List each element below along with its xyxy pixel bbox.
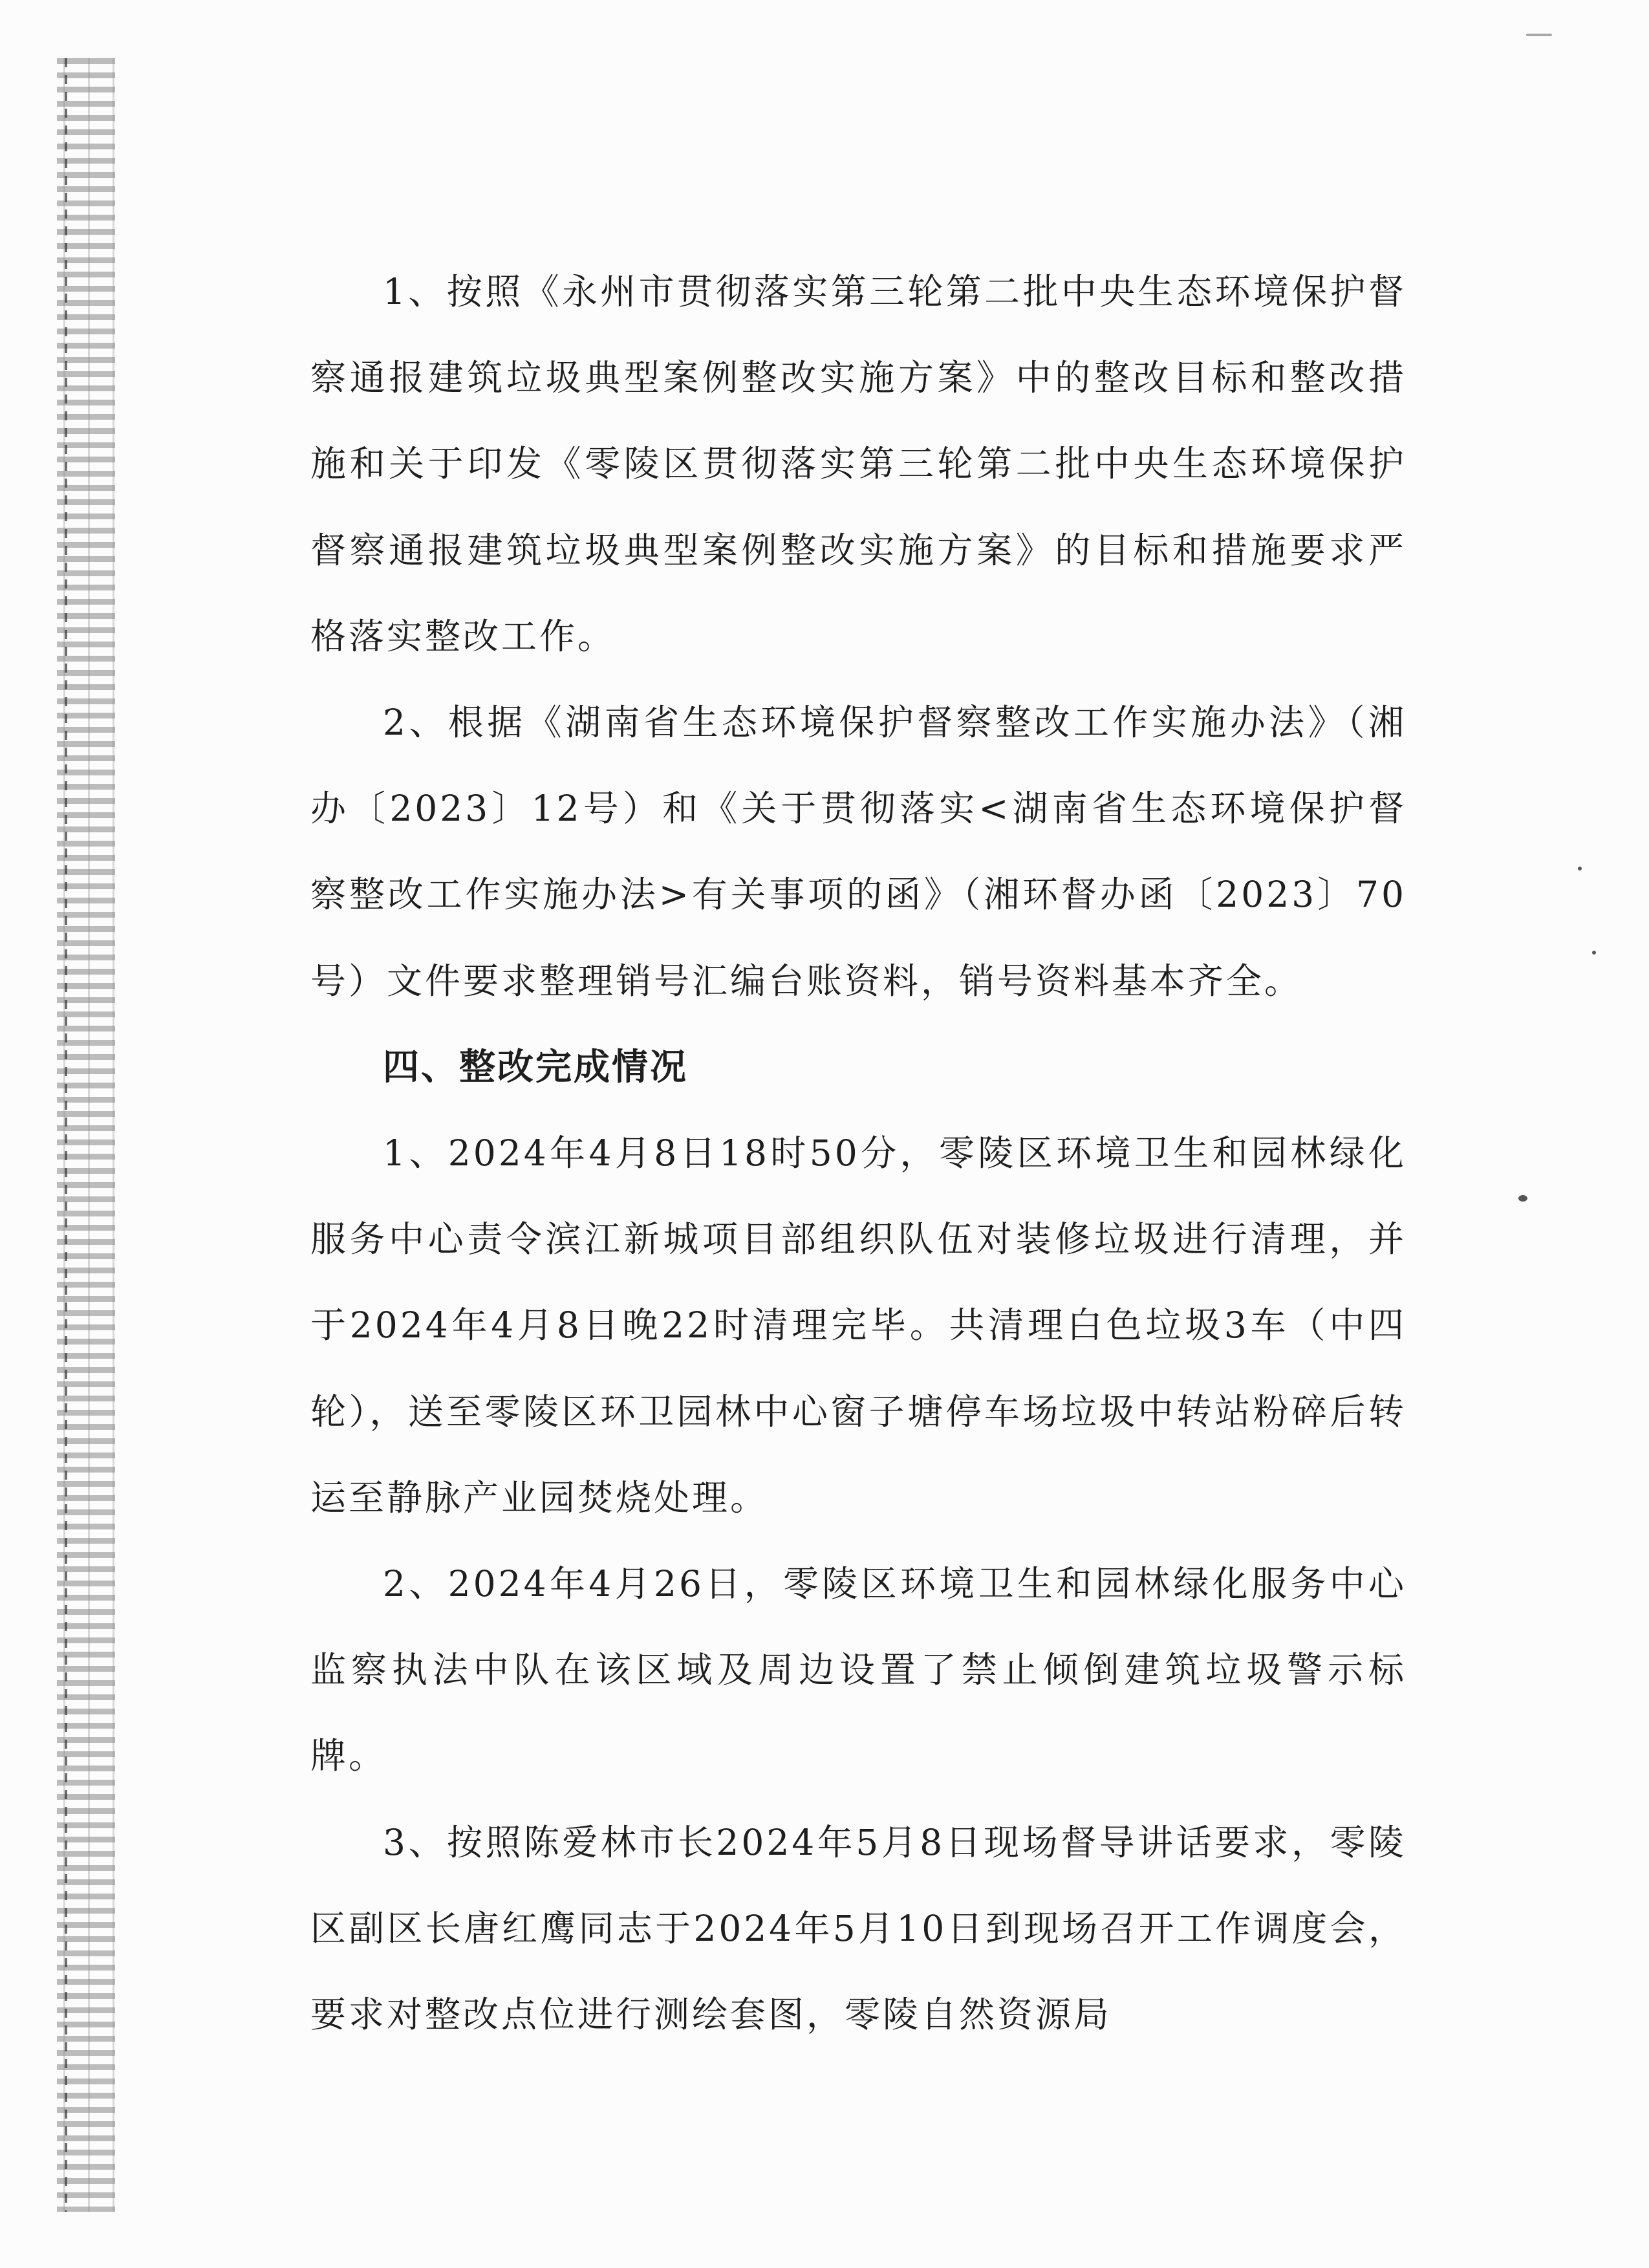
- scan-speck: [1578, 867, 1582, 870]
- paragraph-measure-2: 2、根据《湖南省生态环境保护督察整改工作实施办法》（湘办〔2023〕12号）和《关于贯彻落实<湖南省生态环境保护督察整改工作实施办法>有关事项的函》（湘环督办函〔2023〕70号）文件要求整理销号汇编台账资料，销号资料基本齐全。: [310, 702, 1406, 1002]
- scan-speck: [1592, 951, 1596, 955]
- scan-speck: [1526, 34, 1552, 36]
- scan-edge-line: [65, 58, 67, 2212]
- paragraph-completion-1: 1、2024年4月8日18时50分，零陵区环境卫生和园林绿化服务中心责令滨江新城项目部组织队伍对装修垃圾进行清理，并于2024年4月8日晚22时清理完毕。共清理白色垃圾3车（中四轮），送至零陵区环卫园林中心窗子塘停车场垃圾中转站粉碎后转运至静脉产业园焚烧处理。: [310, 1132, 1406, 1518]
- paragraph-measure-1: 1、按照《永州市贯彻落实第三轮第二批中央生态环境保护督察通报建筑垃圾典型案例整改实施方案》中的整改目标和整改措施和关于印发《零陵区贯彻落实第三轮第二批中央生态环境保护督察通报建筑垃圾典型案例整改实施方案》的目标和措施要求严格落实整改工作。: [310, 271, 1406, 657]
- document-body: [310, 249, 1406, 2058]
- scan-speck: [1518, 1195, 1527, 1202]
- paragraph-completion-3: 3、按照陈爱林市长2024年5月8日现场督导讲话要求，零陵区副区长唐红鹰同志于2024年5月10日到现场召开工作调度会，要求对整改点位进行测绘套图，零陵自然资源局: [310, 1821, 1406, 2036]
- paragraph-completion-2: 2、2024年4月26日，零陵区环境卫生和园林绿化服务中心监察执法中队在该区域及周边设置了禁止倾倒建筑垃圾警示标牌。: [310, 1563, 1406, 1777]
- section-heading-completion: 四、整改完成情况: [383, 1046, 688, 1088]
